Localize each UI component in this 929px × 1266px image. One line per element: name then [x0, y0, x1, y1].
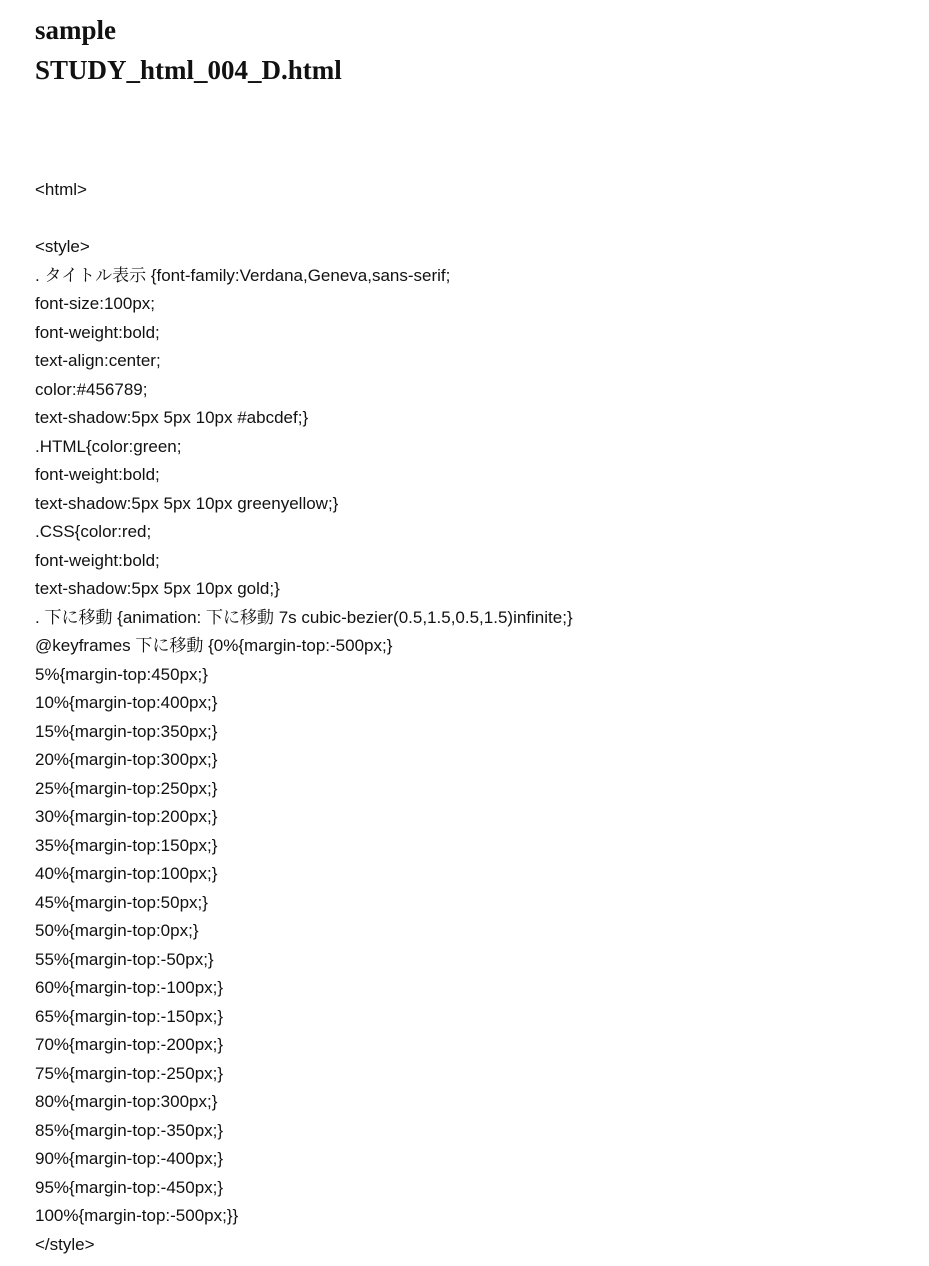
code-line: font-weight:bold; [35, 465, 160, 484]
code-line: font-weight:bold; [35, 550, 160, 570]
code-line: </style> [35, 1234, 95, 1254]
document-filename: STUDY_html_004_D.html [35, 55, 342, 85]
code-line: text-shadow:5px 5px 10px #abcdef;} [35, 408, 309, 427]
code-line: .CSS{color:red; [35, 522, 152, 541]
code-line: color:#456789; [35, 379, 148, 399]
code-line: 95%{margin-top:-450px;} [35, 1177, 224, 1197]
code-line: 40%{margin-top:100px;} [35, 864, 218, 883]
code-line: 75%{margin-top:-250px;} [35, 1063, 224, 1083]
code-line: 90%{margin-top:-400px;} [35, 1149, 224, 1168]
code-line: 30%{margin-top:200px;} [35, 807, 218, 826]
code-line: 100%{margin-top:-500px;}} [35, 1206, 239, 1225]
document-title: sample [35, 15, 116, 45]
code-line: 60%{margin-top:-100px;} [35, 978, 224, 997]
code-line: .HTML{color:green; [35, 436, 182, 456]
code-line: 15%{margin-top:350px;} [35, 721, 218, 741]
html-open-tag [35, 176, 87, 205]
code-line: 45%{margin-top:50px;} [35, 892, 208, 912]
code-line: <style> [35, 237, 90, 256]
code-line: text-shadow:5px 5px 10px greenyellow;} [35, 493, 339, 513]
code-listing [35, 233, 573, 1259]
code-line: . 下に移動 {animation: 下に移動 7s cubic-bezier(0.5,1.5,0.5,1.5)infinite;} [35, 607, 573, 627]
code-line: 85%{margin-top:-350px;} [35, 1120, 224, 1140]
code-line: font-weight:bold; [35, 322, 160, 342]
code-line: 20%{margin-top:300px;} [35, 750, 218, 769]
code-line: <html> [35, 180, 87, 199]
code-line: . タイトル表示 {font-family:Verdana,Geneva,sans-serif; [35, 265, 451, 285]
code-line: 70%{margin-top:-200px;} [35, 1035, 224, 1054]
code-line: 80%{margin-top:300px;} [35, 1092, 218, 1111]
code-line: text-align:center; [35, 351, 161, 370]
code-line: 55%{margin-top:-50px;} [35, 949, 214, 969]
code-line: @keyframes 下に移動 {0%{margin-top:-500px;} [35, 636, 393, 655]
code-line: 35%{margin-top:150px;} [35, 835, 218, 855]
code-line: 25%{margin-top:250px;} [35, 778, 218, 798]
code-line: font-size:100px; [35, 294, 156, 313]
code-line: text-shadow:5px 5px 10px gold;} [35, 579, 280, 598]
code-line: 65%{margin-top:-150px;} [35, 1006, 224, 1026]
code-line: 5%{margin-top:450px;} [35, 664, 208, 684]
document-page [35, 14, 915, 1254]
code-line: 10%{margin-top:400px;} [35, 693, 218, 712]
code-line: 50%{margin-top:0px;} [35, 921, 199, 940]
